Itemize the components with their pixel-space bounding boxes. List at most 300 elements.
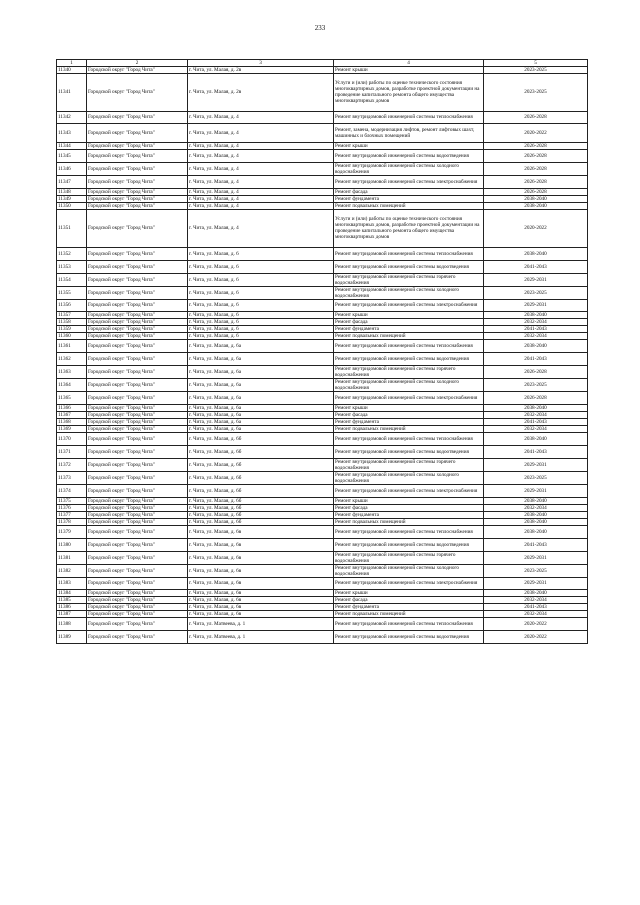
work-type-cell: Ремонт внутридомовой инженерной системы теплоснабжения xyxy=(334,525,484,538)
row-number-cell: 11381 xyxy=(57,551,87,564)
table-row xyxy=(57,286,588,299)
row-number-cell: 11376 xyxy=(57,504,87,511)
row-number-cell: 11384 xyxy=(57,590,87,597)
table-row xyxy=(57,326,588,333)
work-type-cell: Ремонт фундамента xyxy=(334,604,484,611)
work-type-cell: Услуги и (или) работы по оценке технического состояния многоквартирных домов, разработке проектной документации на проведение капитального ремонта общего имущества многоквартирных домов xyxy=(334,210,484,248)
table-row xyxy=(57,353,588,366)
address-cell: г. Чита, ул. Малая, д. 6а xyxy=(188,379,334,392)
address-cell: г. Чита, ул. Малая, д. 6 xyxy=(188,299,334,312)
row-number-cell: 11389 xyxy=(57,631,87,644)
address-cell: г. Чита, ул. Малая, д. 6в xyxy=(188,538,334,551)
period-cell: 2032-2034 xyxy=(484,412,588,419)
work-type-cell: Ремонт подвальных помещений xyxy=(334,611,484,618)
municipality-cell: Городской округ "Город Чита" xyxy=(87,333,188,340)
address-cell: г. Чита, ул. Малая, д. 6 xyxy=(188,326,334,333)
table-row xyxy=(57,484,588,497)
address-cell: г. Чита, ул. Малая, д. 6 xyxy=(188,286,334,299)
municipality-cell: Городской округ "Город Чита" xyxy=(87,67,188,74)
address-cell: г. Чита, ул. Малая, д. 6в xyxy=(188,597,334,604)
municipality-cell: Городской округ "Город Чита" xyxy=(87,426,188,433)
address-cell: г. Чита, ул. Малая, д. 6 xyxy=(188,273,334,286)
municipality-cell: Городской округ "Город Чита" xyxy=(87,412,188,419)
period-cell: 2038-2040 xyxy=(484,405,588,412)
municipality-cell: Городской округ "Город Чита" xyxy=(87,611,188,618)
row-number-cell: 11385 xyxy=(57,597,87,604)
work-type-cell: Ремонт внутридомовой инженерной системы теплоснабжения xyxy=(334,340,484,353)
period-cell: 2029-2031 xyxy=(484,577,588,590)
row-number-cell: 11387 xyxy=(57,611,87,618)
municipality-cell: Городской округ "Город Чита" xyxy=(87,366,188,379)
row-number-cell: 11354 xyxy=(57,273,87,286)
work-type-cell: Ремонт крыши xyxy=(334,312,484,319)
municipality-cell: Городской округ "Город Чита" xyxy=(87,353,188,366)
period-cell: 2026-2028 xyxy=(484,176,588,189)
address-cell: г. Чита, ул. Матвеева, д. 1 xyxy=(188,631,334,644)
row-number-cell: 11352 xyxy=(57,247,87,260)
municipality-cell: Городской округ "Город Чита" xyxy=(87,203,188,210)
period-cell: 2041-2043 xyxy=(484,419,588,426)
municipality-cell: Городской округ "Город Чита" xyxy=(87,340,188,353)
row-number-cell: 11377 xyxy=(57,511,87,518)
municipality-cell: Городской округ "Город Чита" xyxy=(87,458,188,471)
table-row xyxy=(57,392,588,405)
table-row xyxy=(57,597,588,604)
address-cell: г. Чита, ул. Малая, д. 4 xyxy=(188,150,334,163)
row-number-cell: 11344 xyxy=(57,143,87,150)
work-type-cell: Ремонт внутридомовой инженерной системы электроснабжения xyxy=(334,577,484,590)
row-number-cell: 11379 xyxy=(57,525,87,538)
table-row xyxy=(57,67,588,74)
period-cell: 2026-2028 xyxy=(484,111,588,124)
column-number-row xyxy=(57,60,588,67)
address-cell: г. Чита, ул. Малая, д. 6б xyxy=(188,504,334,511)
table-row xyxy=(57,143,588,150)
work-type-cell: Ремонт подвальных помещений xyxy=(334,518,484,525)
work-type-cell: Ремонт крыши xyxy=(334,497,484,504)
period-cell: 2032-2034 xyxy=(484,319,588,326)
municipality-cell: Городской округ "Город Чита" xyxy=(87,525,188,538)
row-number-cell: 11366 xyxy=(57,405,87,412)
municipality-cell: Городской округ "Город Чита" xyxy=(87,597,188,604)
table-row xyxy=(57,611,588,618)
address-cell: г. Чита, ул. Малая, д. 6а xyxy=(188,426,334,433)
row-number-cell: 11369 xyxy=(57,426,87,433)
address-cell: г. Чита, ул. Малая, д. 6б xyxy=(188,433,334,446)
work-type-cell: Ремонт крыши xyxy=(334,143,484,150)
row-number-cell: 11357 xyxy=(57,312,87,319)
period-cell: 2032-2034 xyxy=(484,597,588,604)
address-cell: г. Чита, ул. Малая, д. 6б xyxy=(188,445,334,458)
period-cell: 2026-2028 xyxy=(484,150,588,163)
address-cell: г. Чита, ул. Малая, д. 6б xyxy=(188,511,334,518)
municipality-cell: Городской округ "Город Чита" xyxy=(87,577,188,590)
period-cell: 2026-2028 xyxy=(484,366,588,379)
row-number-cell: 11382 xyxy=(57,564,87,577)
municipality-cell: Городской округ "Город Чита" xyxy=(87,590,188,597)
work-type-cell: Ремонт подвальных помещений xyxy=(334,426,484,433)
row-number-cell: 11343 xyxy=(57,124,87,143)
table-row xyxy=(57,124,588,143)
work-type-cell: Ремонт внутридомовой инженерной системы водоотведения xyxy=(334,150,484,163)
municipality-cell: Городской округ "Город Чита" xyxy=(87,564,188,577)
work-type-cell: Ремонт фундамента xyxy=(334,511,484,518)
column-number: 5 xyxy=(484,60,588,67)
table-row xyxy=(57,247,588,260)
address-cell: г. Чита, ул. Малая, д. 6б xyxy=(188,471,334,484)
row-number-cell: 11341 xyxy=(57,74,87,112)
period-cell: 2023-2025 xyxy=(484,471,588,484)
work-type-cell: Ремонт фасада xyxy=(334,597,484,604)
address-cell: г. Чита, ул. Малая, д. 4 xyxy=(188,143,334,150)
municipality-cell: Городской округ "Город Чита" xyxy=(87,551,188,564)
address-cell: г. Чита, ул. Малая, д. 6 xyxy=(188,312,334,319)
municipality-cell: Городской округ "Город Чита" xyxy=(87,260,188,273)
address-cell: г. Чита, ул. Малая, д. 4 xyxy=(188,196,334,203)
municipality-cell: Городской округ "Город Чита" xyxy=(87,124,188,143)
table-row xyxy=(57,111,588,124)
table-row xyxy=(57,340,588,353)
table-row xyxy=(57,618,588,631)
row-number-cell: 11386 xyxy=(57,604,87,611)
period-cell: 2029-2031 xyxy=(484,299,588,312)
work-type-cell: Ремонт фундамента xyxy=(334,419,484,426)
municipality-cell: Городской округ "Город Чита" xyxy=(87,518,188,525)
table-row xyxy=(57,319,588,326)
row-number-cell: 11350 xyxy=(57,203,87,210)
row-number-cell: 11363 xyxy=(57,366,87,379)
row-number-cell: 11355 xyxy=(57,286,87,299)
row-number-cell: 11364 xyxy=(57,379,87,392)
row-number-cell: 11372 xyxy=(57,458,87,471)
period-cell: 2026-2028 xyxy=(484,392,588,405)
address-cell: г. Чита, ул. Малая, д. 4 xyxy=(188,163,334,176)
municipality-cell: Городской округ "Город Чита" xyxy=(87,150,188,163)
table-row xyxy=(57,366,588,379)
work-type-cell: Ремонт внутридомовой инженерной системы горячего водоснабжения xyxy=(334,551,484,564)
table-row xyxy=(57,604,588,611)
address-cell: г. Чита, ул. Малая, д. 2в xyxy=(188,67,334,74)
work-type-cell: Ремонт внутридомовой инженерной системы теплоснабжения xyxy=(334,111,484,124)
capital-repair-table xyxy=(56,59,588,644)
table-row xyxy=(57,412,588,419)
address-cell: г. Чита, ул. Малая, д. 6 xyxy=(188,247,334,260)
row-number-cell: 11388 xyxy=(57,618,87,631)
municipality-cell: Городской округ "Город Чита" xyxy=(87,471,188,484)
period-cell: 2029-2031 xyxy=(484,484,588,497)
municipality-cell: Городской округ "Город Чита" xyxy=(87,326,188,333)
table-row xyxy=(57,564,588,577)
row-number-cell: 11374 xyxy=(57,484,87,497)
row-number-cell: 11368 xyxy=(57,419,87,426)
column-number: 1 xyxy=(57,60,87,67)
address-cell: г. Чита, ул. Малая, д. 6в xyxy=(188,590,334,597)
address-cell: г. Чита, ул. Малая, д. 4 xyxy=(188,210,334,248)
period-cell: 2041-2043 xyxy=(484,260,588,273)
address-cell: г. Чита, ул. Матвеева, д. 1 xyxy=(188,618,334,631)
row-number-cell: 11342 xyxy=(57,111,87,124)
column-number: 2 xyxy=(87,60,188,67)
period-cell: 2038-2040 xyxy=(484,511,588,518)
municipality-cell: Городской округ "Город Чита" xyxy=(87,618,188,631)
municipality-cell: Городской округ "Город Чита" xyxy=(87,189,188,196)
period-cell: 2032-2034 xyxy=(484,333,588,340)
period-cell: 2029-2031 xyxy=(484,273,588,286)
table-row xyxy=(57,312,588,319)
period-cell: 2026-2028 xyxy=(484,143,588,150)
address-cell: г. Чита, ул. Малая, д. 4 xyxy=(188,189,334,196)
row-number-cell: 11378 xyxy=(57,518,87,525)
row-number-cell: 11380 xyxy=(57,538,87,551)
table-row xyxy=(57,419,588,426)
address-cell: г. Чита, ул. Малая, д. 6 xyxy=(188,260,334,273)
municipality-cell: Городской округ "Город Чита" xyxy=(87,484,188,497)
address-cell: г. Чита, ул. Малая, д. 6в xyxy=(188,525,334,538)
address-cell: г. Чита, ул. Малая, д. 6в xyxy=(188,611,334,618)
row-number-cell: 11367 xyxy=(57,412,87,419)
period-cell: 2026-2028 xyxy=(484,189,588,196)
period-cell: 2038-2040 xyxy=(484,590,588,597)
address-cell: г. Чита, ул. Малая, д. 4 xyxy=(188,111,334,124)
work-type-cell: Ремонт фасада xyxy=(334,412,484,419)
address-cell: г. Чита, ул. Малая, д. 6а xyxy=(188,340,334,353)
work-type-cell: Ремонт фасада xyxy=(334,504,484,511)
address-cell: г. Чита, ул. Малая, д. 6 xyxy=(188,333,334,340)
period-cell: 2029-2031 xyxy=(484,458,588,471)
row-number-cell: 11347 xyxy=(57,176,87,189)
row-number-cell: 11346 xyxy=(57,163,87,176)
period-cell: 2026-2028 xyxy=(484,163,588,176)
work-type-cell: Ремонт фасада xyxy=(334,319,484,326)
period-cell: 2023-2025 xyxy=(484,379,588,392)
row-number-cell: 11383 xyxy=(57,577,87,590)
table-row xyxy=(57,196,588,203)
address-cell: г. Чита, ул. Малая, д. 6б xyxy=(188,497,334,504)
row-number-cell: 11361 xyxy=(57,340,87,353)
address-cell: г. Чита, ул. Малая, д. 6а xyxy=(188,366,334,379)
work-type-cell: Ремонт внутридомовой инженерной системы электроснабжения xyxy=(334,484,484,497)
municipality-cell: Городской округ "Город Чита" xyxy=(87,286,188,299)
municipality-cell: Городской округ "Город Чита" xyxy=(87,163,188,176)
row-number-cell: 11375 xyxy=(57,497,87,504)
municipality-cell: Городской округ "Город Чита" xyxy=(87,419,188,426)
work-type-cell: Ремонт внутридомовой инженерной системы холодного водоснабжения xyxy=(334,564,484,577)
period-cell: 2029-2031 xyxy=(484,551,588,564)
municipality-cell: Городской округ "Город Чита" xyxy=(87,74,188,112)
table-row xyxy=(57,497,588,504)
work-type-cell: Ремонт внутридомовой инженерной системы теплоснабжения xyxy=(334,433,484,446)
work-type-cell: Ремонт крыши xyxy=(334,405,484,412)
table-row xyxy=(57,518,588,525)
period-cell: 2038-2040 xyxy=(484,340,588,353)
address-cell: г. Чита, ул. Малая, д. 6б xyxy=(188,458,334,471)
address-cell: г. Чита, ул. Малая, д. 4 xyxy=(188,176,334,189)
table-row xyxy=(57,551,588,564)
period-cell: 2020-2022 xyxy=(484,618,588,631)
page-number: 233 xyxy=(314,24,326,32)
municipality-cell: Городской округ "Город Чита" xyxy=(87,392,188,405)
table-row xyxy=(57,203,588,210)
table-row xyxy=(57,590,588,597)
period-cell: 2032-2034 xyxy=(484,611,588,618)
row-number-cell: 11370 xyxy=(57,433,87,446)
municipality-cell: Городской округ "Город Чита" xyxy=(87,111,188,124)
work-type-cell: Ремонт подвальных помещений xyxy=(334,203,484,210)
work-type-cell: Ремонт внутридомовой инженерной системы электроснабжения xyxy=(334,299,484,312)
municipality-cell: Городской округ "Город Чита" xyxy=(87,247,188,260)
address-cell: г. Чита, ул. Малая, д. 6 xyxy=(188,319,334,326)
period-cell: 2023-2025 xyxy=(484,286,588,299)
work-type-cell: Ремонт внутридомовой инженерной системы горячего водоснабжения xyxy=(334,366,484,379)
row-number-cell: 11340 xyxy=(57,67,87,74)
municipality-cell: Городской округ "Город Чита" xyxy=(87,176,188,189)
address-cell: г. Чита, ул. Малая, д. 6в xyxy=(188,564,334,577)
municipality-cell: Городской округ "Город Чита" xyxy=(87,504,188,511)
address-cell: г. Чита, ул. Малая, д. 6а xyxy=(188,392,334,405)
address-cell: г. Чита, ул. Малая, д. 6в xyxy=(188,604,334,611)
municipality-cell: Городской округ "Город Чита" xyxy=(87,538,188,551)
period-cell: 2041-2043 xyxy=(484,538,588,551)
table-row xyxy=(57,176,588,189)
period-cell: 2038-2040 xyxy=(484,247,588,260)
work-type-cell: Ремонт внутридомовой инженерной системы холодного водоснабжения xyxy=(334,379,484,392)
work-type-cell: Ремонт внутридомовой инженерной системы холодного водоснабжения xyxy=(334,471,484,484)
work-type-cell: Ремонт внутридомовой инженерной системы холодного водоснабжения xyxy=(334,286,484,299)
municipality-cell: Городской округ "Город Чита" xyxy=(87,511,188,518)
work-type-cell: Ремонт внутридомовой инженерной системы теплоснабжения xyxy=(334,247,484,260)
column-number: 3 xyxy=(188,60,334,67)
row-number-cell: 11362 xyxy=(57,353,87,366)
row-number-cell: 11356 xyxy=(57,299,87,312)
table-row xyxy=(57,577,588,590)
row-number-cell: 11351 xyxy=(57,210,87,248)
work-type-cell: Ремонт фасада xyxy=(334,189,484,196)
address-cell: г. Чита, ул. Малая, д. 6а xyxy=(188,419,334,426)
municipality-cell: Городской округ "Город Чита" xyxy=(87,604,188,611)
table-row xyxy=(57,405,588,412)
table-row xyxy=(57,273,588,286)
row-number-cell: 11373 xyxy=(57,471,87,484)
work-type-cell: Ремонт внутридомовой инженерной системы водоотведения xyxy=(334,631,484,644)
period-cell: 2041-2043 xyxy=(484,353,588,366)
work-type-cell: Ремонт фундамента xyxy=(334,326,484,333)
address-cell: г. Чита, ул. Малая, д. 6а xyxy=(188,353,334,366)
period-cell: 2032-2034 xyxy=(484,504,588,511)
period-cell: 2038-2040 xyxy=(484,518,588,525)
table-row xyxy=(57,433,588,446)
table-row xyxy=(57,525,588,538)
municipality-cell: Городской округ "Город Чита" xyxy=(87,445,188,458)
table-row xyxy=(57,445,588,458)
period-cell: 2041-2043 xyxy=(484,326,588,333)
period-cell: 2020-2022 xyxy=(484,124,588,143)
period-cell: 2023-2025 xyxy=(484,74,588,112)
work-type-cell: Ремонт внутридомовой инженерной системы водоотведения xyxy=(334,353,484,366)
address-cell: г. Чита, ул. Малая, д. 4 xyxy=(188,124,334,143)
work-type-cell: Ремонт внутридомовой инженерной системы горячего водоснабжения xyxy=(334,273,484,286)
table-row xyxy=(57,150,588,163)
table-row xyxy=(57,511,588,518)
address-cell: г. Чита, ул. Малая, д. 6в xyxy=(188,551,334,564)
period-cell: 2038-2040 xyxy=(484,497,588,504)
municipality-cell: Городской округ "Город Чита" xyxy=(87,497,188,504)
address-cell: г. Чита, ул. Малая, д. 6а xyxy=(188,405,334,412)
municipality-cell: Городской округ "Город Чита" xyxy=(87,143,188,150)
work-type-cell: Ремонт внутридомовой инженерной системы водоотведения xyxy=(334,445,484,458)
municipality-cell: Городской округ "Город Чита" xyxy=(87,319,188,326)
table-row xyxy=(57,210,588,248)
address-cell: г. Чита, ул. Малая, д. 2в xyxy=(188,74,334,112)
table-row xyxy=(57,299,588,312)
table-row xyxy=(57,74,588,112)
table-row xyxy=(57,260,588,273)
municipality-cell: Городской округ "Город Чита" xyxy=(87,631,188,644)
work-type-cell: Ремонт внутридомовой инженерной системы водоотведения xyxy=(334,538,484,551)
row-number-cell: 11349 xyxy=(57,196,87,203)
period-cell: 2023-2025 xyxy=(484,67,588,74)
municipality-cell: Городской округ "Город Чита" xyxy=(87,196,188,203)
work-type-cell: Ремонт, замена, модернизация лифтов, ремонт лифтовых шахт, машинных и блочных помещений xyxy=(334,124,484,143)
table-row xyxy=(57,458,588,471)
municipality-cell: Городской округ "Город Чита" xyxy=(87,405,188,412)
row-number-cell: 11358 xyxy=(57,319,87,326)
work-type-cell: Ремонт крыши xyxy=(334,590,484,597)
row-number-cell: 11359 xyxy=(57,326,87,333)
period-cell: 2038-2040 xyxy=(484,312,588,319)
table-row xyxy=(57,189,588,196)
work-type-cell: Ремонт крыши xyxy=(334,67,484,74)
work-type-cell: Ремонт внутридомовой инженерной системы водоотведения xyxy=(334,260,484,273)
period-cell: 2038-2040 xyxy=(484,433,588,446)
table-row xyxy=(57,504,588,511)
work-type-cell: Ремонт подвальных помещений xyxy=(334,333,484,340)
period-cell: 2038-2040 xyxy=(484,203,588,210)
table-row xyxy=(57,631,588,644)
period-cell: 2020-2022 xyxy=(484,631,588,644)
period-cell: 2038-2040 xyxy=(484,196,588,203)
work-type-cell: Ремонт внутридомовой инженерной системы горячего водоснабжения xyxy=(334,458,484,471)
address-cell: г. Чита, ул. Малая, д. 6в xyxy=(188,577,334,590)
work-type-cell: Ремонт внутридомовой инженерной системы электроснабжения xyxy=(334,176,484,189)
work-type-cell: Ремонт внутридомовой инженерной системы холодного водоснабжения xyxy=(334,163,484,176)
row-number-cell: 11365 xyxy=(57,392,87,405)
period-cell: 2041-2043 xyxy=(484,604,588,611)
period-cell: 2020-2022 xyxy=(484,210,588,248)
table-row xyxy=(57,471,588,484)
work-type-cell: Услуги и (или) работы по оценке технического состояния многоквартирных домов, разработке проектной документации на проведение капитального ремонта общего имущества многоквартирных домов xyxy=(334,74,484,112)
work-type-cell: Ремонт внутридомовой инженерной системы электроснабжения xyxy=(334,392,484,405)
row-number-cell: 11353 xyxy=(57,260,87,273)
municipality-cell: Городской округ "Город Чита" xyxy=(87,312,188,319)
period-cell: 2038-2040 xyxy=(484,525,588,538)
address-cell: г. Чита, ул. Малая, д. 4 xyxy=(188,203,334,210)
column-number: 4 xyxy=(334,60,484,67)
address-cell: г. Чита, ул. Малая, д. 6б xyxy=(188,518,334,525)
municipality-cell: Городской округ "Город Чита" xyxy=(87,379,188,392)
address-cell: г. Чита, ул. Малая, д. 6б xyxy=(188,484,334,497)
table-row xyxy=(57,379,588,392)
row-number-cell: 11345 xyxy=(57,150,87,163)
municipality-cell: Городской округ "Город Чита" xyxy=(87,299,188,312)
period-cell: 2032-2034 xyxy=(484,426,588,433)
table-row xyxy=(57,538,588,551)
row-number-cell: 11348 xyxy=(57,189,87,196)
table-row xyxy=(57,163,588,176)
municipality-cell: Городской округ "Город Чита" xyxy=(87,273,188,286)
work-type-cell: Ремонт внутридомовой инженерной системы теплоснабжения xyxy=(334,618,484,631)
row-number-cell: 11371 xyxy=(57,445,87,458)
municipality-cell: Городской округ "Город Чита" xyxy=(87,210,188,248)
